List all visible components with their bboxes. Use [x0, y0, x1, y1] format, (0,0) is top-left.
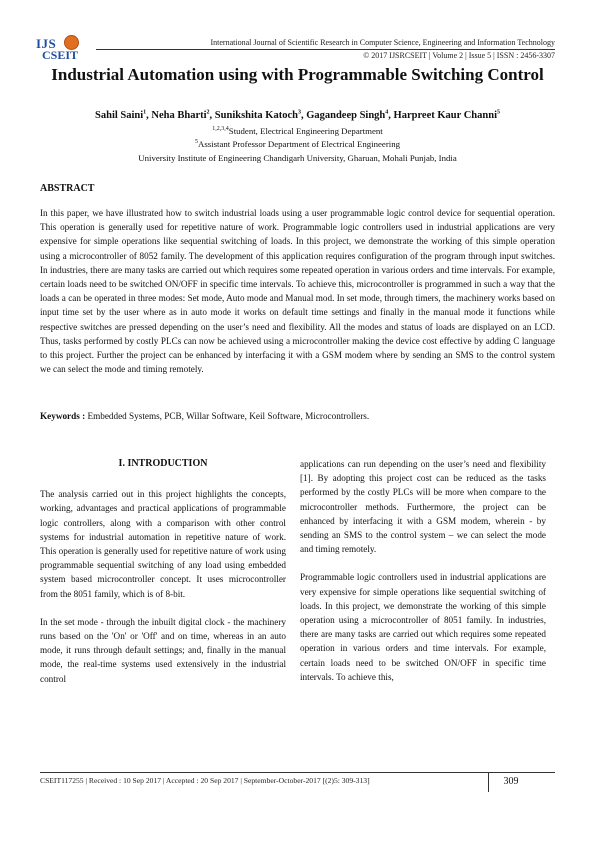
paragraph: The analysis carried out in this project highlights the concepts, working, advantages and practical applications of programmable logic controllers, along with a comparison with other control systems for industrial automation in repetitive nature of work. This operation is generally used for repetitive nature of work using programmable sequential switching of any load using embedded system based microcontroller concept. It uses microcontroller from the 8051 family, which is of 8-bit. — [40, 489, 286, 599]
page-number: 309 — [488, 772, 533, 792]
affiliation-university: University Institute of Engineering Chandigarh University, Gharuan, Mohali Punjab, India — [138, 153, 457, 163]
author-sup: 5 — [496, 109, 500, 116]
keywords-label: Keywords : — [40, 411, 86, 421]
author-sup: 1 — [143, 109, 147, 116]
journal-meta: © 2017 IJSRCSEIT | Volume 2 | Issue 5 | ISSN : 2456-3307 — [363, 51, 555, 60]
author-name: Harpreet Kaur Channi — [393, 110, 497, 121]
affiliation-sup: 1,2,3,4 — [212, 126, 229, 133]
right-column — [300, 457, 546, 684]
keywords-list: Embedded Systems, PCB, Willar Software, Keil Software, Microcontrollers. — [87, 411, 370, 421]
journal-logo — [36, 36, 88, 62]
author-name: Gagandeep Singh — [306, 110, 386, 121]
author-name: Neha Bharti — [151, 110, 207, 121]
abstract-heading: ABSTRACT — [40, 183, 95, 194]
section-heading-introduction: I. INTRODUCTION — [118, 458, 208, 469]
affiliation-students: $^{1,2,3,4}$Student, Electrical Engineering Department — [212, 126, 383, 136]
affiliation-sup: 5 — [194, 139, 198, 146]
logo-text-top: IJS — [36, 36, 57, 51]
author-sup: 4 — [385, 109, 389, 116]
author-name: Sahil Saini — [95, 110, 144, 121]
paragraph: In the set mode - through the inbuilt digital clock - the machinery runs based on the 'On' or 'Off' and on time, whereas in an auto mode, it runs through default settings; and, finally in the manual mode, the real-time systems used extensively in the industrial control — [40, 616, 286, 684]
author-sup: 3 — [297, 109, 301, 116]
paper-title: Industrial Automation using with Programmable Switching Control — [51, 65, 544, 84]
keywords — [40, 411, 555, 421]
author-list: Sahil Saini$^1$, Neha Bharti$^2$, Sunikshita Katoch$^3$, Gagandeep Singh$^4$, Harpreet Kaur Channi$^5$ — [95, 109, 500, 121]
paragraph: applications can run depending on the user’s need and flexibility [1]. By adopting this project cost can be reduced as the tasks performed by the costly PLCs will be more when compare to the microcontroller methods. Furthermore, the project can be enhanced by interfacing it with a GSM modem, wherein - by sending an SMS to the control system – we can select the mode and timing remotely. — [300, 459, 546, 555]
logo-text-bottom: CSEIT — [42, 48, 79, 62]
author-sup: 2 — [206, 109, 210, 116]
journal-name: International Journal of Scientific Research in Computer Science, Engineering and Information Technology — [210, 38, 555, 47]
footer-citation: CSEIT117255 | Received : 10 Sep 2017 | Accepted : 20 Sep 2017 | September-October-2017 [(2)5: 309-313] — [40, 776, 370, 785]
affiliation-professor: $^5$Assistant Professor Department of Electrical Engineering — [194, 139, 401, 149]
abstract-body: In this paper, we have illustrated how to switch industrial loads using a user programmable logic control device for sequential operation. This operation is generally used for repetitive nature of work. Programmable logic controllers used in industrial applications are very expensive for simple operations like sequential switching of loads. In this project, we demonstrate the working of this simple operation using a microcontroller of 8052 family. The development of this application requires configuration of the program through input switches. In industries, there are many tasks are carried out which requires some repeated operation in various orders and time intervals. For example, certain loads need to be switched ON/OFF in specific time intervals. To achieve this, microcontroller is programmed in such a way that the loads a can be operated in three modes: Set mode, Auto mode and Manual mod. In set mode, through timers, the machinery works based on input time set by the user where as in auto mode it works on default time settings and finally in the manual mode it functions while respective switches are pressed depending on the user’s need and flexibility. All the modes and status of loads are displayed on an LCD. Thus, tasks performed by costly PLCs can now be achieved using a microcontroller making the device cost effective by adding C language to this project. Further the project can be enhanced by interfacing it with a GSM modem where by sending an SMS to the control system we can select the mode and timing remotely. — [40, 208, 555, 375]
author-name: Sunikshita Katoch — [214, 110, 298, 121]
header-rule — [96, 49, 555, 50]
paragraph: Programmable logic controllers used in industrial applications are very expensive for simple operations like sequential switching of loads. In this project, we demonstrate the working of this simple operation using a microcontroller of 8051 family. In industries, there are many tasks are carried out which requires some repeated operation in various orders and time intervals. For example, certain loads need to be switched ON/OFF in specific time intervals. To achieve this, — [300, 572, 546, 682]
footer-rule — [40, 772, 555, 773]
left-column — [40, 457, 286, 686]
